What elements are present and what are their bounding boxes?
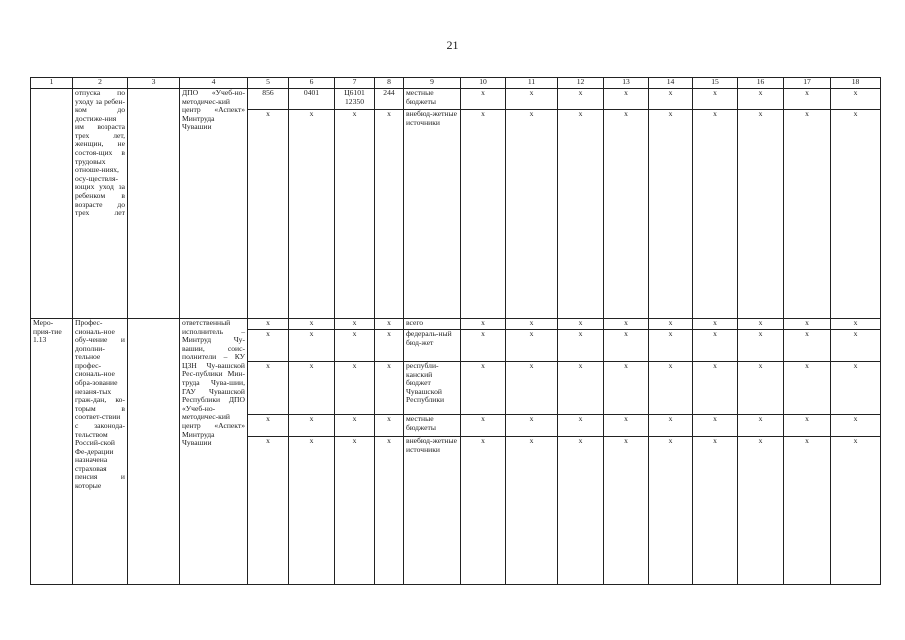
value-cell: x [738,415,784,437]
target-article-code: Ц6101 12350 [335,89,375,110]
col-number: 7 [335,78,375,89]
value-cell: x [506,89,558,110]
value-cell: x [693,362,738,415]
expense-type-code: x [375,110,404,319]
empty-cell [128,319,180,585]
value-cell: x [604,110,649,319]
value-cell: x [558,110,604,319]
value-cell: x [831,362,881,415]
event-code-cell [31,89,73,319]
grbs-code: x [248,330,289,362]
value-cell: x [649,330,693,362]
value-cell: x [738,319,784,330]
section-code: 0401 [289,89,335,110]
value-cell: x [558,330,604,362]
value-cell: x [738,362,784,415]
col-number: 15 [693,78,738,89]
value-cell: x [784,330,831,362]
col-number: 1 [31,78,73,89]
value-cell: x [784,415,831,437]
value-cell: x [604,437,649,585]
value-cell: x [506,319,558,330]
value-cell: x [506,437,558,585]
value-cell: x [693,110,738,319]
value-cell: x [506,362,558,415]
value-cell: x [558,362,604,415]
value-cell: x [506,330,558,362]
empty-cell [128,89,180,319]
value-cell: x [738,89,784,110]
grbs-code: 856 [248,89,289,110]
value-cell: x [784,437,831,585]
event-description: Профес-сиональ-ное обу-чение и дополни-тельное профес-сиональ-ное обра-зование незаня-тых граж-дан, ко-торым в соответ-ствии с законода-тельством Россий-ской Фе-дерации назначена страховая пенсия и которые [73,319,128,585]
value-cell: x [461,319,506,330]
value-cell: x [604,362,649,415]
page-number: 21 [446,38,459,52]
value-cell: x [649,319,693,330]
value-cell: x [693,319,738,330]
value-cell: x [506,415,558,437]
expense-type-code: 244 [375,89,404,110]
section-code: x [289,330,335,362]
executor-cell: ДПО «Учеб-но-методичес-кий центр «Аспект» Минтруда Чувашии [180,89,248,319]
value-cell: x [649,110,693,319]
funding-source: всего [404,319,461,330]
col-number: 17 [784,78,831,89]
value-cell: x [738,110,784,319]
expense-type-code: x [375,362,404,415]
funding-source: местные бюджеты [404,89,461,110]
table-row [31,89,881,110]
funding-source: местные бюджеты [404,415,461,437]
value-cell: x [558,415,604,437]
funding-source: федераль-ный бюд-жет [404,330,461,362]
value-cell: x [831,330,881,362]
col-number: 9 [404,78,461,89]
col-number: 3 [128,78,180,89]
funding-source: внебюд-жетные источники [404,437,461,585]
col-number: 13 [604,78,649,89]
target-article-code: x [335,415,375,437]
expense-type-code: x [375,319,404,330]
section-code: x [289,110,335,319]
value-cell: x [604,415,649,437]
value-cell: x [693,437,738,585]
grbs-code: x [248,319,289,330]
col-number: 6 [289,78,335,89]
col-number: 8 [375,78,404,89]
value-cell: x [649,89,693,110]
target-article-code: x [335,437,375,585]
value-cell: x [784,362,831,415]
value-cell: x [558,437,604,585]
value-cell: x [693,89,738,110]
col-number: 4 [180,78,248,89]
value-cell: x [738,437,784,585]
value-cell: x [461,330,506,362]
col-number: 12 [558,78,604,89]
value-cell: x [784,110,831,319]
expense-type-code: x [375,330,404,362]
event-code-cell: Меро-прия-тие 1.13 [31,319,73,585]
grbs-code: x [248,362,289,415]
value-cell: x [461,362,506,415]
value-cell: x [693,415,738,437]
value-cell: x [831,415,881,437]
value-cell: x [558,89,604,110]
value-cell: x [831,319,881,330]
grbs-code: x [248,437,289,585]
grbs-code: x [248,415,289,437]
value-cell: x [461,437,506,585]
value-cell: x [558,319,604,330]
funding-source: внебюд-жетные источники [404,110,461,319]
value-cell: x [831,437,881,585]
value-cell: x [831,110,881,319]
value-cell: x [649,437,693,585]
col-number: 2 [73,78,128,89]
grbs-code: x [248,110,289,319]
value-cell: x [784,89,831,110]
target-article-code: x [335,110,375,319]
value-cell: x [649,362,693,415]
value-cell: x [461,110,506,319]
col-number: 18 [831,78,881,89]
value-cell: x [461,415,506,437]
table-row [31,319,881,330]
value-cell: x [506,110,558,319]
col-number: 14 [649,78,693,89]
section-code: x [289,437,335,585]
funding-source: республи-канский бюджет Чувашской Республики [404,362,461,415]
value-cell: x [461,89,506,110]
value-cell: x [649,415,693,437]
expense-type-code: x [375,437,404,585]
target-article-code: x [335,362,375,415]
target-article-code: x [335,319,375,330]
section-code: x [289,362,335,415]
section-code: x [289,415,335,437]
section-code: x [289,319,335,330]
value-cell: x [604,319,649,330]
col-number: 11 [506,78,558,89]
expense-type-code: x [375,415,404,437]
value-cell: x [604,330,649,362]
value-cell: x [693,330,738,362]
executor-cell: ответственный исполнитель – Минтруд Чу-вашии, соис-полнители – КУ ЦЗН Чу-вашской Рес-публики Мин-труда Чува-шии, ГАУ Чувашской Республики ДПО «Учеб-но-методичес-кий центр «Аспект» Минтруда Чувашии [180,319,248,585]
column-number-row [31,78,881,89]
col-number: 16 [738,78,784,89]
budget-table [30,77,881,585]
value-cell: x [604,89,649,110]
event-description: отпуска по уходу за ребен-ком до достиже-ния им возраста трех лет, женщин, не состоя-щих в трудовых отноше-ниях, осу-ществля-ющих уход за ребенком в возрасте до трех лет [73,89,128,319]
value-cell: x [738,330,784,362]
target-article-code: x [335,330,375,362]
value-cell: x [784,319,831,330]
value-cell: x [831,89,881,110]
col-number: 10 [461,78,506,89]
col-number: 5 [248,78,289,89]
